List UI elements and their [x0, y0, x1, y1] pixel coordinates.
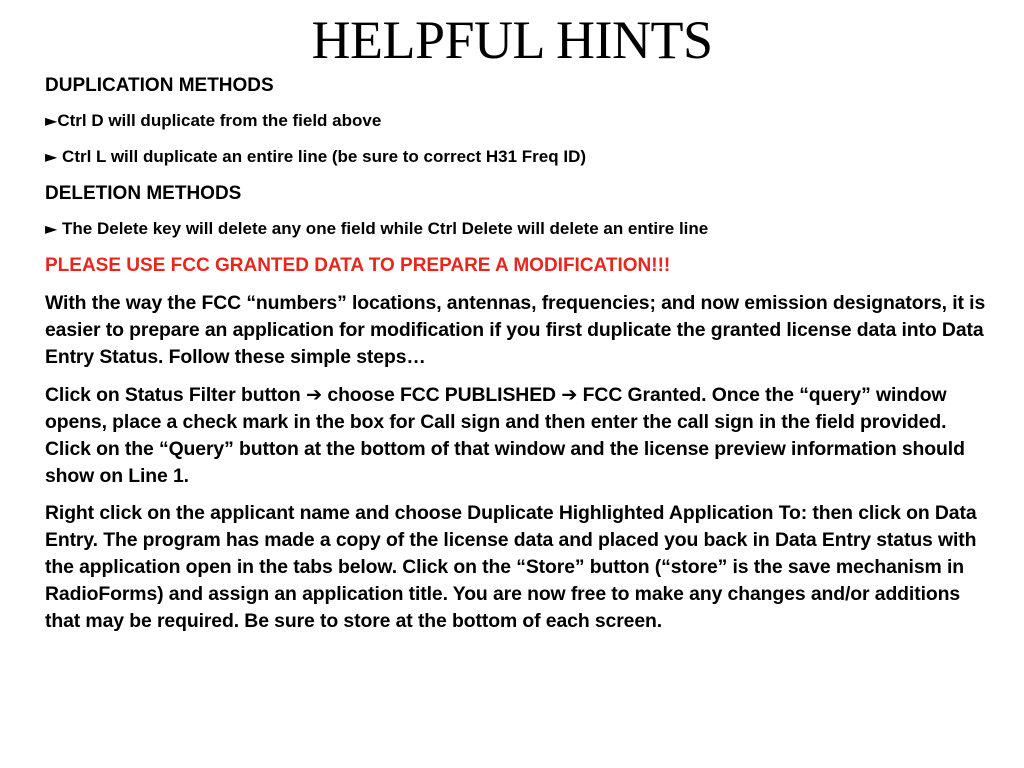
pointer-triangle-icon: ►	[45, 147, 58, 166]
duplication-item-ctrl-l	[45, 146, 995, 168]
duplication-item-text: Ctrl D will duplicate from the field above	[57, 111, 382, 130]
deletion-item-delete-key	[45, 218, 995, 240]
paragraph-duplicate-steps: Right click on the applicant name and choose Duplicate Highlighted Application To: then click on Data Entry. The program has made a copy of the license data and placed you back in Data Entry status with the application open in the tabs below. Click on the “Store” button (“store” is the save mechanism in RadioForms) and assign an application title. You are now free to make any changes and/or additions that may be required. Be sure to store at the bottom of each screen.	[45, 502, 977, 632]
paragraph-intro: With the way the FCC “numbers” locations, antennas, frequencies; and now emission designators, it is easier to prepare an application for modification if you first duplicate the granted license data into Data Entry Status. Follow these simple steps…	[45, 292, 986, 368]
duplication-heading: DUPLICATION METHODS	[45, 75, 274, 96]
right-arrow-icon: ➔	[305, 383, 323, 406]
deletion-heading: DELETION METHODS	[45, 183, 242, 204]
slide-title: HELPFUL HINTS	[311, 10, 713, 70]
warning-text: PLEASE USE FCC GRANTED DATA TO PREPARE A MODIFICATION!!!	[45, 255, 671, 276]
paragraph-status-filter-part2: choose FCC PUBLISHED	[322, 384, 562, 406]
slide-content	[45, 74, 995, 645]
duplication-item-text: Ctrl L will duplicate an entire line (be sure to correct H31 Freq ID)	[57, 147, 587, 166]
deletion-item-text: The Delete key will delete any one field while Ctrl Delete will delete an entire line	[57, 219, 709, 238]
pointer-triangle-icon: ►	[45, 219, 58, 238]
pointer-triangle-icon: ►	[45, 111, 58, 130]
right-arrow-icon: ➔	[561, 383, 578, 406]
duplication-item-ctrl-d	[45, 110, 995, 132]
paragraph-status-filter-part3: FCC Granted. Once the “query” window opens, place a check mark in the box for Call sign and then enter the call sign in the field provided. Click on the “Query” button at the bottom of that window and the license preview information should show on Line 1.	[45, 384, 965, 487]
paragraph-status-filter-part1: Click on Status Filter button	[45, 384, 306, 406]
paragraph-status-filter	[45, 381, 995, 490]
